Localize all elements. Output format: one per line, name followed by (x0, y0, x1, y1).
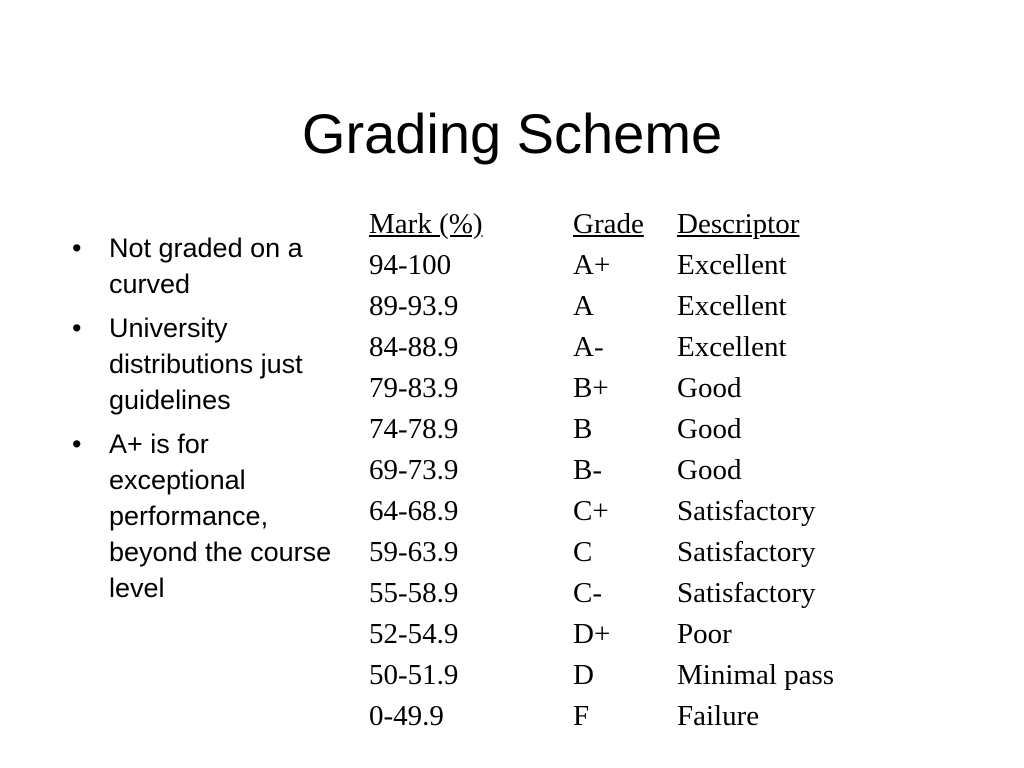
cell-descriptor: Excellent (677, 249, 787, 281)
cell-grade: D+ (573, 618, 611, 650)
bullet-dot-icon: • (72, 429, 82, 459)
cell-grade: C- (573, 577, 602, 609)
cell-mark: 94-100 (369, 249, 452, 281)
cell-mark: 84-88.9 (369, 331, 459, 363)
bullet-item (72, 310, 342, 418)
cell-descriptor: Failure (677, 700, 760, 732)
header-mark: Mark (%) (369, 208, 483, 240)
table-row (369, 368, 877, 409)
table-row (369, 286, 877, 327)
cell-mark: 89-93.9 (369, 290, 459, 322)
bullet-list (72, 230, 342, 614)
cell-descriptor: Satisfactory (677, 536, 816, 568)
cell-mark: 79-83.9 (369, 372, 459, 404)
cell-grade: C (573, 536, 593, 568)
cell-grade: A- (573, 331, 604, 363)
cell-descriptor: Satisfactory (677, 577, 816, 609)
table-row (369, 696, 877, 737)
cell-grade: C+ (573, 495, 609, 527)
cell-descriptor: Poor (677, 618, 732, 650)
cell-grade: A (573, 290, 594, 322)
bullet-text: Not graded on a curved (109, 233, 303, 299)
table-row (369, 245, 877, 286)
bullet-text: A+ is for exceptional performance, beyond the course level (109, 429, 332, 603)
cell-mark: 69-73.9 (369, 454, 459, 486)
cell-descriptor: Excellent (677, 290, 787, 322)
table-row (369, 409, 877, 450)
cell-mark: 74-78.9 (369, 413, 459, 445)
header-descriptor: Descriptor (677, 208, 800, 240)
cell-grade: A+ (573, 249, 611, 281)
cell-descriptor: Good (677, 454, 742, 486)
table-row (369, 573, 877, 614)
cell-descriptor: Minimal pass (677, 659, 835, 691)
table-row (369, 450, 877, 491)
cell-descriptor: Satisfactory (677, 495, 816, 527)
table-header-row (369, 204, 877, 245)
cell-descriptor: Good (677, 413, 742, 445)
cell-descriptor: Good (677, 372, 742, 404)
bullet-text: University distributions just guidelines (109, 313, 303, 415)
bullet-item (72, 230, 342, 302)
cell-mark: 52-54.9 (369, 618, 459, 650)
table-row (369, 614, 877, 655)
cell-grade: B (573, 413, 593, 445)
header-grade: Grade (573, 208, 644, 240)
bullet-dot-icon: • (72, 233, 82, 263)
cell-mark: 0-49.9 (369, 700, 444, 732)
cell-grade: B+ (573, 372, 609, 404)
table-row (369, 327, 877, 368)
cell-grade: F (573, 700, 590, 732)
cell-mark: 59-63.9 (369, 536, 459, 568)
cell-mark: 55-58.9 (369, 577, 459, 609)
cell-mark: 50-51.9 (369, 659, 459, 691)
bullet-item (72, 426, 342, 606)
bullet-dot-icon: • (72, 313, 82, 343)
cell-grade: B- (573, 454, 602, 486)
grading-table (369, 204, 877, 737)
table-row (369, 491, 877, 532)
slide-title: Grading Scheme (301, 102, 723, 165)
table-row (369, 655, 877, 696)
table-row (369, 532, 877, 573)
cell-grade: D (573, 659, 594, 691)
cell-descriptor: Excellent (677, 331, 787, 363)
cell-mark: 64-68.9 (369, 495, 459, 527)
